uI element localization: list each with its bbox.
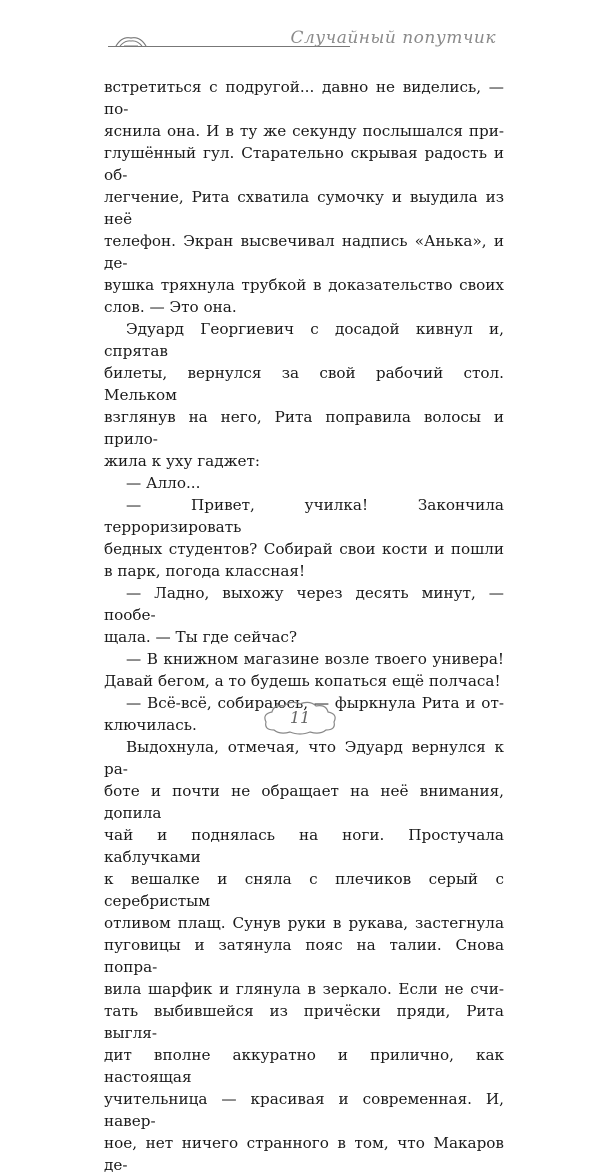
text-line: чай и поднялась на ноги. Простучала каблучками [104,826,504,866]
text-line: пуговицы и затянула пояс на талии. Снова попра- [104,936,504,976]
text-line: легчение, Рита схватила сумочку и выудила из неё [104,188,504,228]
ornament-icon [114,34,148,50]
text-line: взглянув на него, Рита поправила волосы и прило- [104,408,504,448]
text-line: щала. — Ты где сейчас? [104,628,298,646]
text-line: к вешалке и сняла с плечиков серый с серебристым [104,870,504,910]
text-line: — Ладно, выхожу через десять минут, — пообе- [104,584,504,624]
text-line: — Привет, училка! Закончила терроризировать [104,496,504,536]
text-line: — В книжном магазине возле твоего универа! [126,650,504,668]
text-line: — Всё-всё, собираюсь, — фыркнула Рита и от- [126,694,504,712]
text-line: встретиться с подругой... давно не виделись, — по- [104,78,504,118]
text-line: ное, нет ничего странного в том, что Макаров де- [104,1134,504,1174]
text-line: глушённый гул. Старательно скрывая радость и об- [104,144,504,184]
text-line: тать выбившейся из причёски пряди, Рита выгля- [104,1002,504,1042]
text-line: в парк, погода классная! [104,562,306,580]
text-line: ключилась. [104,716,197,734]
text-line: боте и почти не обращает на неё внимания, допила [104,782,504,822]
body-text [104,76,504,1176]
text-line: дит вполне аккуратно и прилично, как настоящая [104,1046,504,1086]
text-line: Эдуард Георгиевич с досадой кивнул и, спрятав [104,320,504,360]
text-line: Давай бегом, а то будешь копаться ещё полчаса! [104,672,501,690]
text-line: телефон. Экран высвечивал надпись «Анька», и де- [104,232,504,272]
page-footer [250,700,350,740]
running-title: Случайный попутчик [290,28,496,48]
page-header [100,20,500,60]
text-line: билеты, вернулся за свой рабочий стол. Мельком [104,364,504,404]
text-line: слов. — Это она. [104,298,237,316]
text-line: бедных студентов? Собирай свои кости и пошли [104,540,504,558]
text-line: Выдохнула, отмечая, что Эдуард вернулся к ра- [104,738,504,778]
text-line: яснила она. И в ту же секунду послышался при- [104,122,504,140]
page-number: 11 [289,708,311,727]
text-line: отливом плащ. Сунув руки в рукава, застегнула [104,914,504,932]
text-line: — Алло... [126,474,201,492]
text-line: учительница — красивая и современная. И, навер- [104,1090,504,1130]
text-line: жила к уху гаджет: [104,452,261,470]
text-line: вушка тряхнула трубкой в доказательство своих [104,276,504,294]
text-line: вила шарфик и глянула в зеркало. Если не счи- [104,980,504,998]
